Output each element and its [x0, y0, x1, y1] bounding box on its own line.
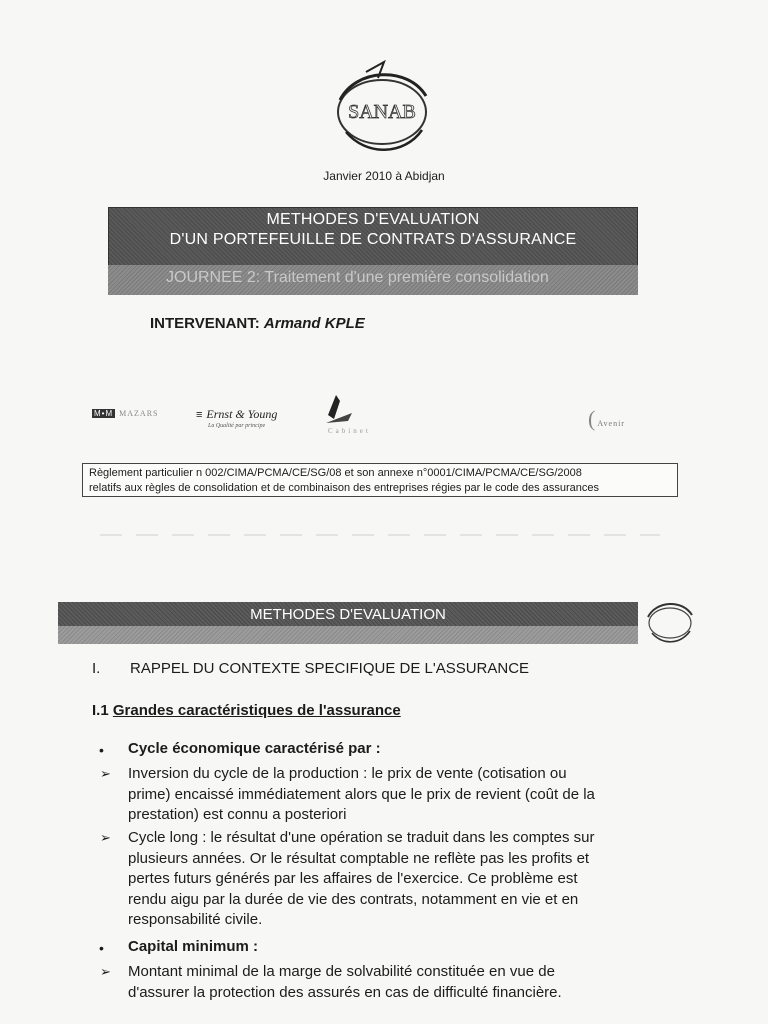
bullet-capital-minimum: Capital minimum :	[128, 938, 259, 955]
item-line: Cycle long : le résultat d'une opération se traduit dans les comptes sur	[128, 829, 595, 846]
section-title: RAPPEL DU CONTEXTE SPECIFIQUE DE L'ASSURANCE	[130, 660, 530, 677]
subsection-number: I.1	[92, 702, 109, 719]
speaker-line	[150, 315, 365, 332]
item-montant-minimal	[128, 962, 644, 1003]
title-banner	[108, 207, 638, 295]
bullet-icon: •	[99, 742, 104, 758]
bullet-icon: •	[99, 940, 104, 956]
regulation-box	[82, 463, 678, 497]
section-number: I.	[92, 660, 101, 677]
regulation-line-1: Règlement particulier n 002/CIMA/PCMA/CE/SG/08 et son annexe n°0001/CIMA/PCMA/CE/SG/2008	[89, 467, 582, 479]
subsection-heading	[92, 700, 652, 721]
day-subtitle: JOURNEE 2: Traitement d'une première consolidation	[166, 269, 549, 286]
item-line: Inversion du cycle de la production : le prix de vente (cotisation ou	[128, 765, 567, 782]
mazars-logo	[92, 409, 158, 449]
title-line-1: METHODES D'EVALUATION	[266, 211, 480, 228]
decorative-dashes	[100, 533, 660, 537]
item-line: prestation) est connu a posteriori	[128, 806, 347, 823]
avenir-mark-icon: (	[588, 406, 596, 431]
item-line: responsabilité civile.	[128, 911, 263, 928]
sanab-logo-small	[642, 597, 696, 647]
banner-lower-band	[58, 626, 638, 644]
svg-text:SANAB: SANAB	[348, 101, 416, 123]
ernst-young-logo	[196, 405, 277, 445]
item-cycle-long	[128, 828, 644, 931]
date-location: Janvier 2010 à Abidjan	[323, 169, 445, 183]
item-line: plusieurs années. Or le résultat comptable ne reflète pas les profits et	[128, 849, 590, 867]
section-banner	[58, 602, 638, 644]
arrow-icon: ➢	[100, 830, 111, 845]
section-heading	[92, 658, 652, 679]
item-inversion-cycle	[128, 764, 644, 826]
arrow-icon: ➢	[100, 766, 111, 781]
avenir-logo	[588, 406, 625, 446]
cabinet-mark-icon	[322, 393, 356, 427]
ey-name: Ernst & Young	[206, 407, 278, 421]
regulation-line-2: relatifs aux règles de consolidation et de combinaison des entreprises régies par le code des assurances	[89, 482, 599, 494]
bullet-cycle-economique: Cycle économique caractérisé par :	[128, 740, 381, 757]
cabinet-logo	[322, 393, 382, 433]
banner-title: METHODES D'EVALUATION	[250, 606, 446, 623]
subsection-title: Grandes caractéristiques de l'assurance	[112, 702, 401, 719]
sanab-logo	[326, 60, 438, 160]
ey-mark-icon: ≡	[196, 409, 203, 421]
title-line-2: D'UN PORTEFEUILLE DE CONTRATS D'ASSURANCE	[169, 231, 577, 248]
speaker-name: Armand KPLE	[263, 315, 365, 332]
item-line: Montant minimal de la marge de solvabilité constituée en vue de	[128, 963, 555, 980]
avenir-name: Avenir	[597, 419, 625, 428]
item-line: prime) encaissé immédiatement alors que le prix de revient (coût de la	[128, 785, 595, 803]
speaker-label: INTERVENANT:	[150, 315, 260, 332]
item-line: rendu aigu par la durée de vie des contrats, notamment en vie et en	[128, 890, 579, 908]
mazars-mark: M•M	[94, 409, 114, 418]
mazars-name: MAZARS	[119, 409, 159, 418]
item-line: d'assurer la protection des assurés en cas de difficulté financière.	[128, 983, 562, 1001]
ey-tagline: La Qualité par principe	[208, 423, 266, 429]
arrow-icon: ➢	[100, 964, 111, 979]
item-line: pertes futurs générés par les affaires de l'exercice. Ce problème est	[128, 870, 578, 887]
cabinet-name: Cabinet	[328, 427, 371, 435]
